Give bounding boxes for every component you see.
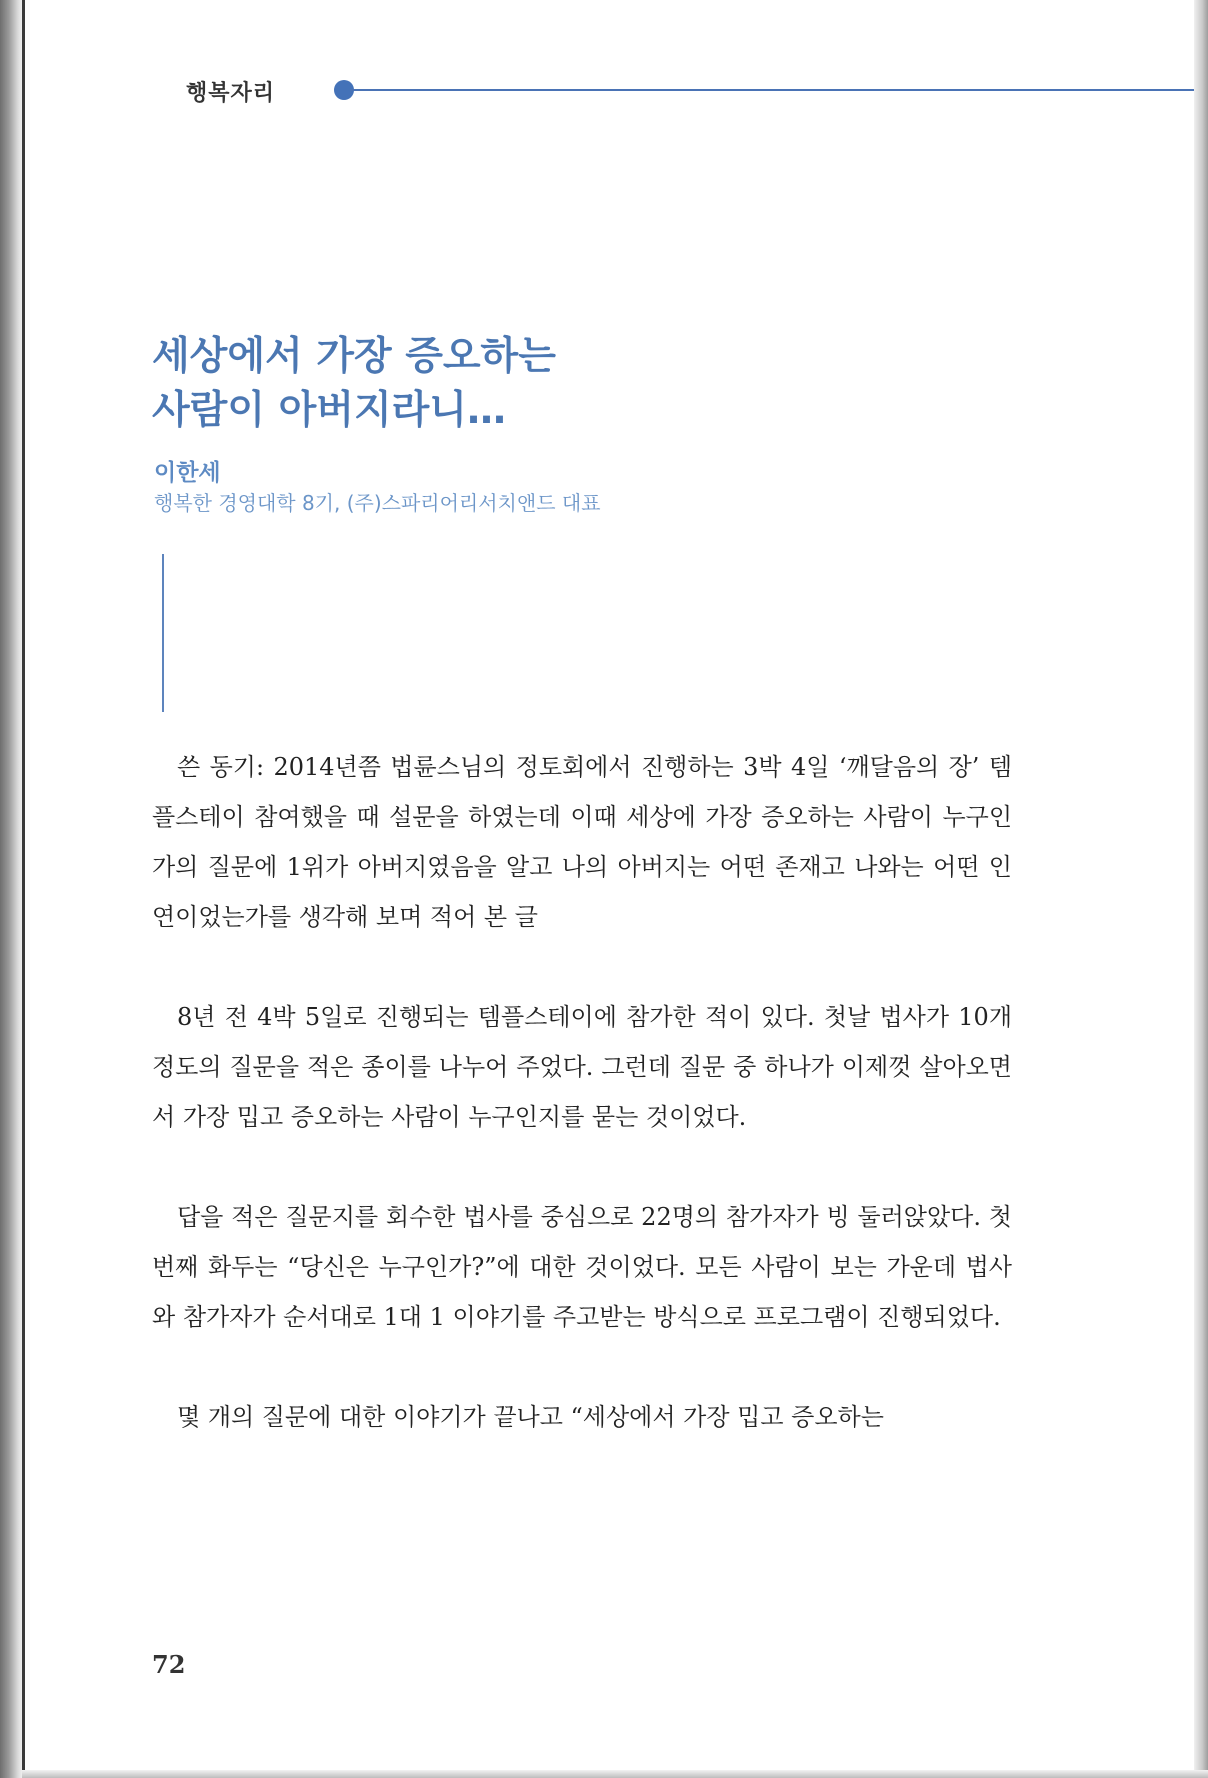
decorative-vertical-rule [162, 554, 164, 712]
author-affiliation: 행복한 경영대학 8기, (주)스파리어리서치앤드 대표 [154, 491, 601, 515]
paragraph-3: 몇 개의 질문에 대한 이야기가 끝나고 “세상에서 가장 밉고 증오하는 [177, 1403, 884, 1431]
running-head-rule [350, 89, 1194, 91]
page-bottom-edge [22, 1770, 1208, 1778]
article-title [152, 330, 556, 438]
article-title-line-1: 세상에서 가장 증오하는 [152, 334, 556, 379]
page-spine-line [22, 0, 25, 1778]
running-head: 행복자리 [186, 81, 276, 106]
paragraph-motivation: 쓴 동기: 2014년쯤 법륜스님의 정토회에서 진행하는 3박 4일 ‘깨달음의 장’ 템플스테이 참여했을 때 설문을 하였는데 이때 세상에 가장 증오하는 사람이 누구인가의 질문에 1위가 아버지였음을 알고 나의 아버지는 어떤 존재고 나와는 어떤 인연이었는가를 생각해 보며 적어 본 글 [152, 753, 1012, 931]
author-name: 이한세 [154, 460, 221, 486]
page-number: 72 [152, 1650, 186, 1679]
page-right-edge [1194, 0, 1208, 1778]
paragraph-1: 8년 전 4박 5일로 진행되는 템플스테이에 참가한 적이 있다. 첫날 법사가 10개 정도의 질문을 적은 종이를 나누어 주었다. 그런데 질문 중 하나가 이제껏 살아오면서 가장 밉고 증오하는 사람이 누구인지를 묻는 것이었다. [152, 1003, 1012, 1131]
page-spine-shadow [0, 0, 22, 1778]
article-body [152, 742, 1012, 1442]
paragraph-2: 답을 적은 질문지를 회수한 법사를 중심으로 22명의 참가자가 빙 둘러앉았다. 첫 번째 화두는 “당신은 누구인가?”에 대한 것이었다. 모든 사람이 보는 가운데 법사와 참가자가 순서대로 1대 1 이야기를 주고받는 방식으로 프로그램이 진행되었다. [152, 1203, 1012, 1331]
article-title-line-2: 사람이 아버지라니… [152, 388, 506, 433]
